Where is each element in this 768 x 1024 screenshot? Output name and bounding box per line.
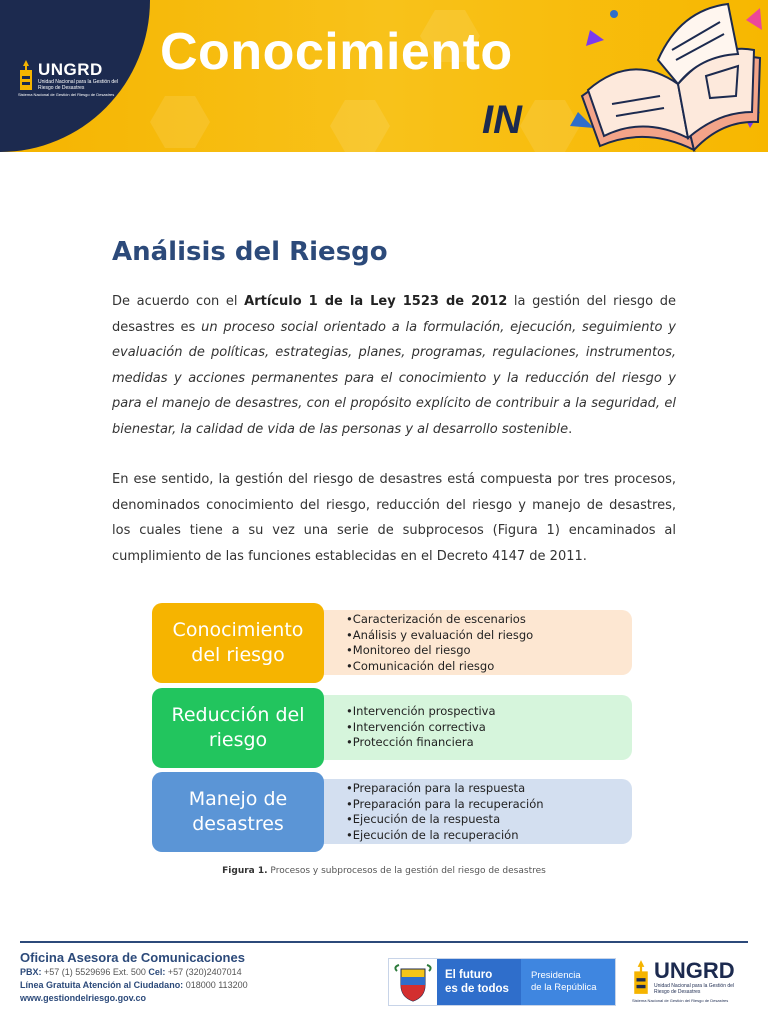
process-row-conocimiento [152,603,632,683]
subprocess-item: •Comunicación del riesgo [346,658,495,673]
logo-subtitle-2: Sistema Nacional de Gestión del Riesgo de Desastres [18,92,115,97]
subprocess-list [346,781,544,843]
subprocess-item: •Ejecución de la respuesta [346,812,501,826]
caption-text: Procesos y subprocesos de la gestión del riesgo de desastres [267,866,546,876]
gov-slogan [437,959,521,1005]
intro-text-end: . [568,421,573,437]
intro-text-start: De acuerdo con el [112,294,245,309]
subprocess-item: •Caracterización de escenarios [346,612,526,626]
gov-slogan-line2: es de todos [445,983,509,995]
pbx-label: PBX: [20,967,42,977]
law-reference: Artículo 1 de la Ley 1523 de 2012 [244,294,508,309]
website-link[interactable] [20,993,146,1003]
process-box: Conocimiento del riesgo [152,603,324,683]
definition-quote: un proceso social orientado a la formulación, ejecución, seguimiento y evaluación de políticas, estrategias, planes, programas, regulaciones, instrumentos, medidas y acciones permanentes para el conocimiento y la reducción del riesgo y para el manejo de desastres, con el propósito explícito de contribuir a la seguridad, el bienestar, la calidad de vida de las personas y al desarrollo sostenible [112,319,676,437]
subprocess-item: •Protección financiera [346,735,474,749]
logo-subtitle: Unidad Nacional para la Gestión del Riesgo de Desastres [38,79,119,91]
hotline-number: 018000 113200 [183,980,248,990]
cel-number: +57 (320)2407014 [165,967,242,977]
process-box: Reducción del riesgo [152,688,324,768]
subprocess-item: •Intervención correctiva [346,719,486,734]
subprocess-list [346,704,496,751]
footer-divider [20,941,748,943]
process-row-reduccion [152,688,632,768]
hexagon-decoration [150,96,210,148]
banner-suffix: IN [482,98,522,142]
subprocess-item: •Preparación para la respuesta [346,781,526,795]
subprocess-item: •Análisis y evaluación del riesgo [346,627,534,642]
cel-label: Cel: [148,967,166,977]
ungrd-footer-logo [632,958,752,1006]
footer-logo-word: UNGRD [654,958,735,983]
gov-slogan-line1: El futuro [445,969,493,981]
open-book-illustration [560,0,768,152]
process-box: Manejo de desastres [152,772,324,852]
caption-label: Figura 1. [222,866,268,876]
figure-caption [0,866,768,876]
intro-paragraph [112,289,676,442]
subprocess-item: •Ejecución de la recuperación [346,827,519,842]
ungrd-emblem-icon [632,960,650,994]
logo-word: UNGRD [38,60,103,79]
hotline-label: Línea Gratuita Atención al Ciudadano: [20,980,184,990]
ungrd-emblem-icon [18,60,34,90]
pbx-number: +57 (1) 5529696 Ext. 500 [41,967,149,977]
process-diagram [152,603,632,853]
article-heading: Análisis del Riesgo [112,237,388,267]
process-paragraph: En ese sentido, la gestión del riesgo de desastres está compuesta por tres procesos, denominados conocimiento del riesgo, reducción del riesgo y manejo de desastres, los cuales tiene a su vez una serie de subprocesos (Figura 1) encaminados al cumplimiento de las funciones establecidas en el Decreto 4147 de 2011. [112,472,676,564]
banner-title: Conocimiento [160,23,513,81]
presidency-label [521,959,615,1005]
hotline-line [20,980,248,990]
hexagon-decoration [330,100,390,152]
intro-text-middle: la gestión del riesgo de desastres es [112,294,676,335]
footer-logo-subtitle: Unidad Nacional para la Gestión del Riesgo de Desastres [654,983,735,995]
subprocess-item: •Monitoreo del riesgo [346,643,471,657]
website-text: www.gestiondelriesgo.gov.co [20,993,147,1003]
presidency-line1: Presidencia [531,970,581,981]
ungrd-logo [18,58,128,98]
phone-line [20,967,242,977]
colombia-coat-of-arms-icon [393,963,433,1003]
government-logo [388,958,616,1006]
footer-logo-subtitle-2: Sistema Nacional de Gestión del Riesgo de Desastres [632,998,729,1003]
process-row-manejo [152,772,632,852]
subprocess-list [346,612,533,674]
subprocess-item: •Preparación para la recuperación [346,796,544,811]
office-name: Oficina Asesora de Comunicaciones [20,950,245,965]
header-banner [0,0,768,152]
presidency-line2: de la República [531,982,597,993]
subprocess-item: •Intervención prospectiva [346,704,496,718]
